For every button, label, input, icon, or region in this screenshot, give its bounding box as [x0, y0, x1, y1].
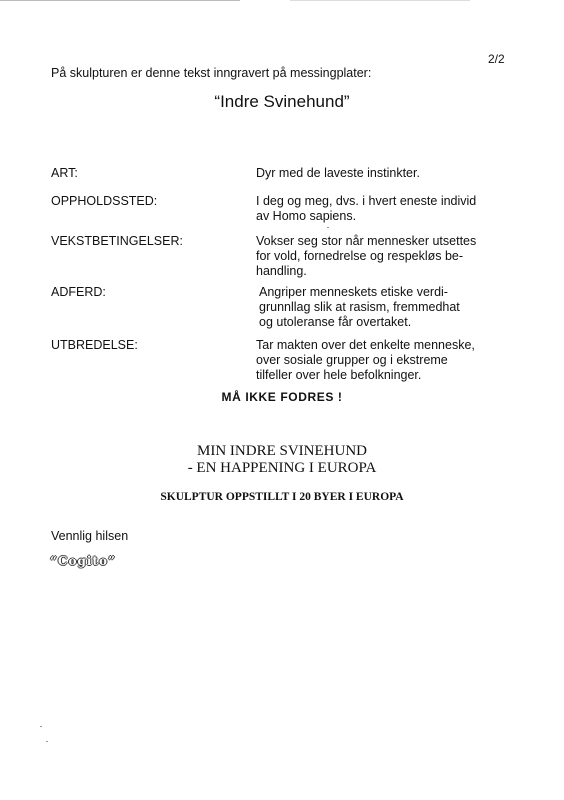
subheading: SKULPTUR OPPSTILLT I 20 BYER I EUROPA	[160, 491, 404, 503]
heading-line-2: - EN HAPPENING I EUROPA	[187, 460, 377, 476]
intro-text: På skulpturen er denne tekst inngravert på messingplater:	[51, 66, 372, 80]
entry-value-utbredelse: Tar makten over det enkelte menneske, over sosiale grupper og i ekstreme tilfeller over hele befolkninger.	[256, 338, 475, 382]
scan-edge-line	[0, 0, 240, 1]
entry-value-art: Dyr med de laveste instinkter.	[256, 166, 420, 180]
entry-value-oppholdssted: I deg og meg, dvs. i hvert eneste individ av Homo sapiens.	[256, 194, 477, 223]
heading-line-1: MIN INDRE SVINEHUND	[197, 443, 367, 459]
closing-greeting: Vennlig hilsen	[51, 529, 129, 543]
entry-label-utbredelse: UTBREDELSE:	[51, 338, 138, 352]
scan-edge-line	[290, 0, 470, 1]
entry-label-adferd: ADFERD:	[51, 285, 106, 299]
entry-value-vekstbetingelser: Vokser seg stor når mennesker utsettes for vold, fornedrelse og respekløs be- handling.	[256, 234, 477, 278]
signature: “Cogito”	[50, 554, 116, 568]
scan-speck	[46, 741, 48, 742]
page-number: 2/2	[488, 52, 505, 66]
scan-speck	[40, 726, 42, 727]
entry-label-oppholdssted: OPPHOLDSSTED:	[51, 194, 158, 208]
document-title: “Indre Svinehund”	[214, 92, 350, 111]
warning-text: MÅ IKKE FODRES !	[221, 390, 343, 404]
scan-speck	[327, 227, 329, 228]
entry-label-art: ART:	[51, 166, 78, 180]
entry-value-adferd: Angriper menneskets etiske verdi- grunnllag slik at rasism, fremmedhat og utoleranse får overtaket.	[259, 285, 460, 329]
entry-label-vekstbetingelser: VEKSTBETINGELSER:	[51, 234, 183, 248]
